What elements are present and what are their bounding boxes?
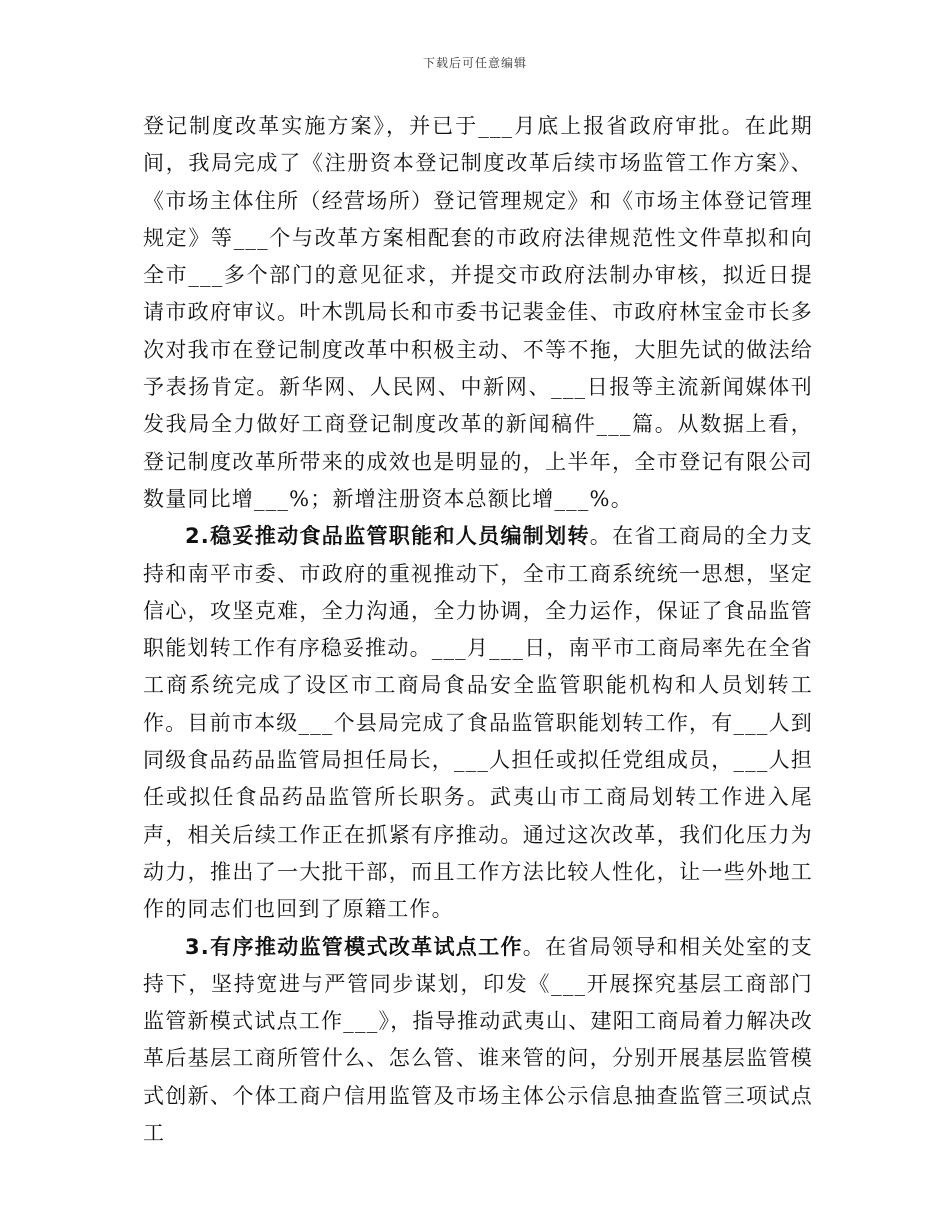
section-heading-2: 2.稳妥推动食品监管职能和人员编制划转 — [185, 524, 590, 549]
paragraph-3 — [143, 929, 813, 1153]
paragraph-2-text: 。在省工商局的全力支持和南平市委、市政府的重视推动下，全市工商系统统一思想，坚定信心，攻坚克难，全力沟通，全力协调，全力运作，保证了食品监管职能划转工作有序稳妥推动。___月___日，南平市工商局率先在全省工商系统完成了设区市工商局食品安全监管职能机构和人员划转工作。目前市本级___个县局完成了食品监管职能划转工作，有___人到同级食品药品监管局担任局长，___人担任或拟任党组成员，___人担任或拟任食品药品监管所长职务。武夷山市工商局划转工作进入尾声，相关后续工作正在抓紧有序推动。通过这次改革，我们化压力为动力，推出了一大批干部，而且工作方法比较人性化，让一些外地工作的同志们也回到了原籍工作。 — [143, 524, 813, 922]
paragraph-2 — [143, 518, 813, 928]
paragraph-3-text: 。在省局领导和相关处室的支持下，坚持宽进与严管同步谋划，印发《___开展探究基层工商部门监管新模式试点工作___》，指导推动武夷山、建阳工商局着力解决改革后基层工商所管什么、怎么管、谁来管的问，分别开展基层监管模式创新、个体工商户信用监管及市场主体公示信息抽查监管三项试点工 — [143, 934, 813, 1146]
paragraph-1-text: 登记制度改革实施方案》，并已于___月底上报省政府审批。在此期间，我局完成了《注册资本登记制度改革后续市场监管工作方案》、《市场主体住所（经营场所）登记管理规定》和《市场主体登记管理规定》等___个与改革方案相配套的市政府法律规范性文件草拟和向全市___多个部门的意见征求，并提交市政府法制办审核，拟近日提请市政府审议。叶木凯局长和市委书记裴金佳、市政府林宝金市长多次对我市在登记制度改革中积极主动、不等不拖，大胆先试的做法给予表扬肯定。新华网、人民网、中新网、___日报等主流新闻媒体刊发我局全力做好工商登记制度改革的新闻稿件___篇。从数据上看，登记制度改革所带来的成效也是明显的，上半年，全市登记有限公司数量同比增___%；新增注册资本总额比增___%。 — [143, 114, 813, 511]
section-heading-3: 3.有序推动监管模式改革试点工作 — [185, 934, 523, 959]
paragraph-1 — [143, 108, 813, 518]
page-header: 下载后可任意编辑 — [422, 56, 527, 70]
document-body — [143, 108, 813, 1152]
